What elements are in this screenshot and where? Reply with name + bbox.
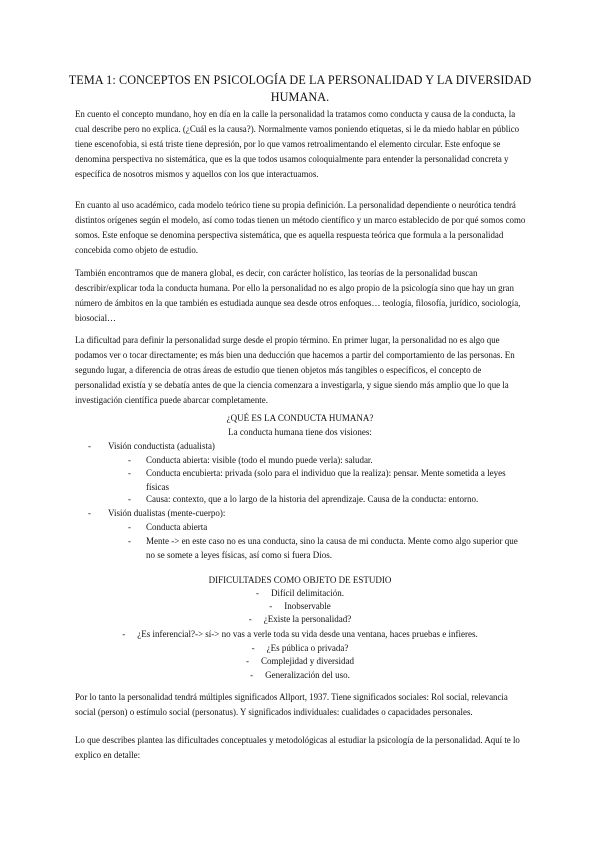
list-item-dificultad: - Generalización del uso.: [250, 670, 350, 680]
list-item-dificultad: - Difícil delimitación.: [256, 588, 344, 598]
section-heading-dificultades: DIFICULTADES COMO OBJETO DE ESTUDIO: [208, 575, 392, 585]
paragraph-uso-academico: En cuanto al uso académico, cada modelo teórico tiene su propia definición. La personalidad dependiente o neurótica tendrá distintos orígenes según el modelo, así como todas tienen un método científico y un marco establecido de por qué somos como somos. Este enfoque se denomina perspectiva sistemática, que es aquella respuesta teórica que formula a la personalidad concebida como objeto de estudio.: [75, 200, 526, 255]
list-item-dificultad: - ¿Existe la personalidad?: [248, 614, 352, 624]
list-item-vision-conductista: - Visión conductista (adualista): [88, 441, 215, 451]
paragraph-dificultades-conceptuales: Lo que describes plantea las dificultades conceptuales y metodológicas al estudiar la psicología de la personalidad. Aquí te lo explico en detalle:: [75, 735, 520, 760]
paragraph-caracter-holistico: También encontramos que de manera global, es decir, con carácter holístico, las teorías de la personalidad buscan describir/explicar toda la conducta humana. Por ello la personalidad no es algo propio de la psicología sino que hay un gran número de ámbitos en la que también es estudiada aunque sea desde otros enfoques… teología, filosofía, jurídico, sociología, biosocial…: [75, 268, 521, 323]
section-subheading-visiones: La conducta humana tiene dos visiones:: [228, 427, 372, 437]
list-item-dificultad: - Complejidad y diversidad: [246, 656, 354, 666]
list-dash: -: [128, 522, 131, 532]
list-dash: -: [128, 536, 131, 546]
paragraph-multiples-significados: Por lo tanto la personalidad tendrá múltiples significados Allport, 1937. Tiene significados sociales: Rol social, relevancia social (person) o estímulo social (personatus). Y significados individuales: cualidades o capacidades personales.: [75, 692, 508, 717]
list-subitem: - Conducta encubierta: privada (solo para el individuo que la realiza): pensar. Mente sometida a leyes físicas: [128, 468, 506, 492]
list-item-vision-dualista: - Visión dualistas (mente-cuerpo):: [88, 508, 226, 518]
list-item-dificultad: - Inobservable: [269, 601, 331, 611]
list-dash: -: [128, 494, 131, 504]
section-heading-conducta-humana: ¿QUÉ ES LA CONDUCTA HUMANA?: [226, 413, 374, 423]
list-item-dificultad: - ¿Es inferencial?-> sí-> no vas a verle toda su vida desde una ventana, haces pruebas e infieres.: [122, 629, 478, 639]
list-dash: -: [88, 508, 91, 518]
list-subitem: - Causa: contexto, que a lo largo de la historia del aprendizaje. Causa de la conducta: entorno.: [128, 493, 518, 507]
list-subitem: - Mente -> en este caso no es una conducta, sino la causa de mi conducta. Mente como algo superior que no se somete a leyes físicas, así como si fuera Dios.: [128, 536, 518, 560]
document-title: TEMA 1: CONCEPTOS EN PSICOLOGÍA DE LA PERSONALIDAD Y LA DIVERSIDAD HUMANA.: [68, 73, 532, 104]
list-dash: -: [88, 441, 91, 451]
paragraph-concepto-mundano: En cuento el concepto mundano, hoy en día en la calle la personalidad la tratamos como conducta y causa de la conducta, la cual describe pero no explica. (¿Cuál es la causa?). Normalmente vamos poniendo etiquetas, si le da miedo hablar en público tiene escenofobia, si está triste tiene depresión, por lo que vamos retroalimentando el elemento circular. Este enfoque se denomina perspectiva no sistemática, que es la que todos usamos coloquialmente para entender la personalidad concreta y específica de nosotros mismos y aquellos con los que interactuamos.: [75, 109, 520, 179]
list-subitem: - Conducta abierta: [128, 521, 518, 535]
list-dash: -: [128, 468, 131, 478]
list-subitem: - Conducta abierta: visible (todo el mundo puede verla): saludar.: [128, 454, 518, 468]
list-dash: -: [128, 455, 131, 465]
paragraph-dificultad-definir: La dificultad para definir la personalidad surge desde el propio término. En primer lugar, la personalidad no es algo que podamos ver o tocar directamente; es más bien una deducción que hacemos a partir del comportamiento de las personas. En segundo lugar, a diferencia de otras áreas de estudio que tienen objetos más tangibles o específicos, el concepto de personalidad existía y se debatía antes de que la ciencia comenzara a investigarla, y sigue siendo más amplio que lo que la investigación científica puede abarcar completamente.: [75, 335, 515, 405]
list-item-dificultad: - ¿Es pública o privada?: [251, 643, 349, 653]
